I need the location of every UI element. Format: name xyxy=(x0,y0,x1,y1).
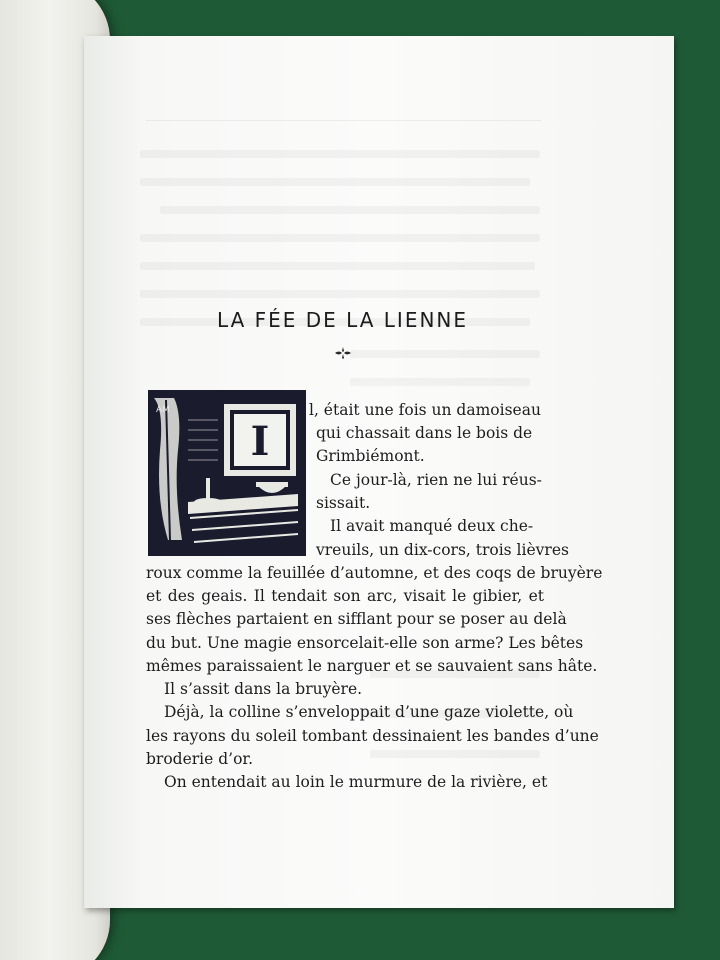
text-line: qui chassait dans le bois de xyxy=(316,424,533,442)
text-line: roux comme la feuillée d’automne, et des coqs de bruyère xyxy=(146,564,603,582)
drop-cap-letter: I xyxy=(250,418,270,465)
text-line: On entendait au loin le murmure de la rivière, et xyxy=(164,773,548,791)
woodcut-illustration xyxy=(148,390,306,556)
text-line: Il avait manqué deux che- xyxy=(330,517,534,535)
text-line: ses flèches partaient en sifflant pour se poser au delà xyxy=(146,610,567,628)
text-line: sissait. xyxy=(316,494,371,512)
show-through-rule xyxy=(146,120,541,121)
text-line: l, était une fois un damoiseau xyxy=(309,401,541,419)
text-line: Il s’assit dans la bruyère. xyxy=(164,680,363,698)
text-line: mêmes paraissaient le narguer et se sauvaient sans hâte. xyxy=(146,657,598,675)
svg-text:AM: AM xyxy=(156,405,170,415)
text-line: vreuils, un dix-cors, trois lièvres xyxy=(316,541,569,559)
text-line: et des geais. Il tendait son arc, visait le gibier, et xyxy=(146,587,544,605)
text-line: du but. Une magie ensorcelait-elle son arme? Les bêtes xyxy=(146,634,584,652)
woodcut-drop-cap xyxy=(148,390,306,556)
chapter-title: LA FÉE DE LA LIENNE xyxy=(216,308,469,332)
text-line: Grimbiémont. xyxy=(316,447,425,465)
text-line: Ce jour-là, rien ne lui réus- xyxy=(330,471,542,489)
text-line: les rayons du soleil tombant dessinaient les bandes d’une xyxy=(146,727,599,745)
leaf-ornament-icon xyxy=(333,346,353,360)
text-line: Déjà, la colline s’enveloppait d’une gaze violette, où xyxy=(164,703,574,721)
text-line: broderie d’or. xyxy=(146,750,254,768)
